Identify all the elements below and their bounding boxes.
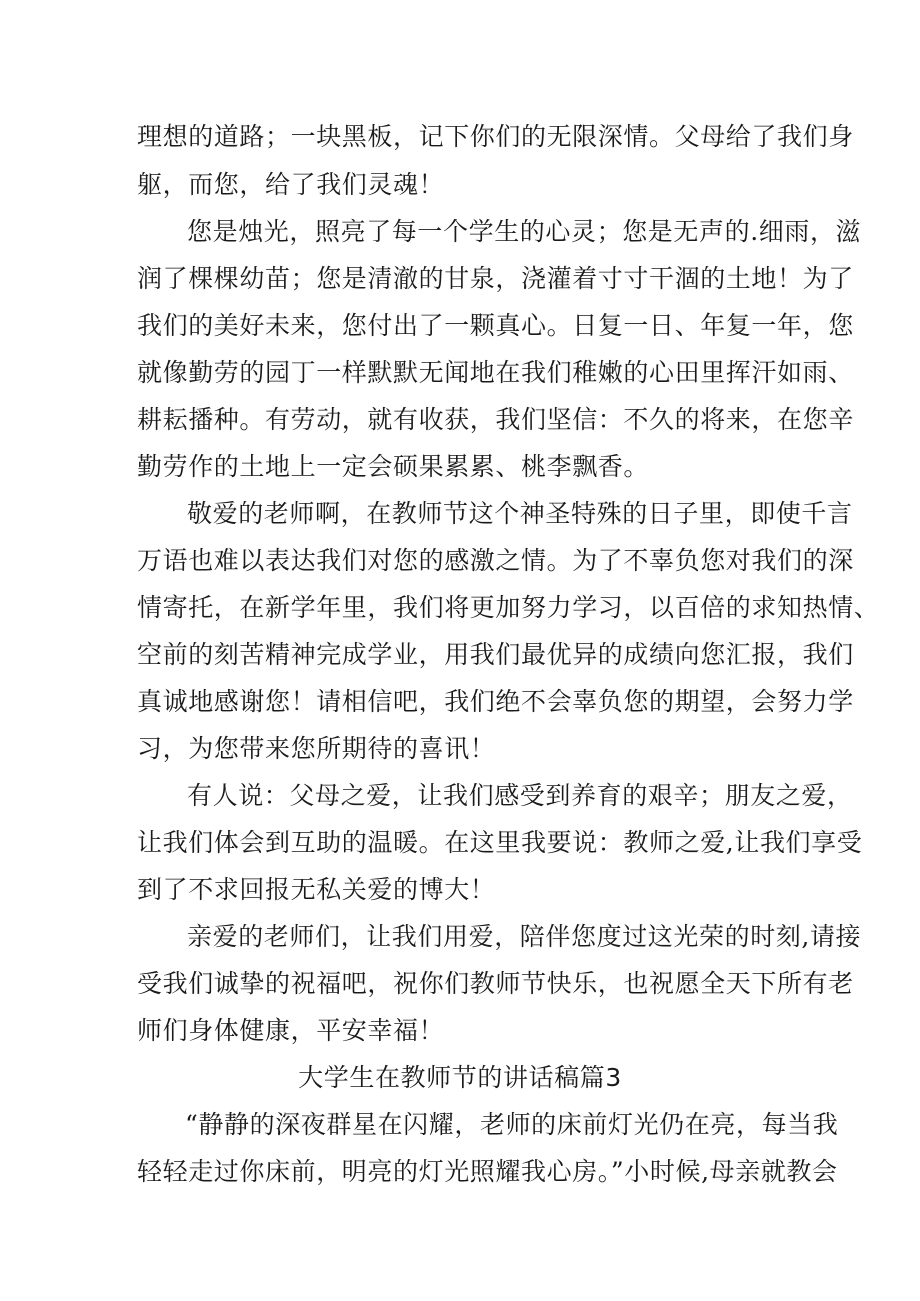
paragraph-2-line-6: 勤劳作的土地上一定会硕果累累、桃李飘香。: [137, 452, 650, 481]
paragraph-3-line-4: 空前的刻苦精神完成学业，用我们最优异的成绩向您汇报，我们: [137, 640, 854, 669]
paragraph-2-line-1: 您是烛光，照亮了每一个学生的心灵；您是无声的.细雨，滋: [187, 217, 862, 246]
paragraph-4-line-1: 有人说：父母之爱，让我们感受到养育的艰辛；朋友之爱，: [187, 781, 853, 810]
paragraph-2-line-2: 润了棵棵幼苗；您是清澈的甘泉，浇灌着寸寸干涸的土地！为了: [137, 264, 854, 293]
paragraph-1-line-1: 理想的道路；一块黑板，记下你们的无限深情。父母给了我们身: [137, 122, 854, 151]
paragraph-2-line-3: 我们的美好未来，您付出了一颗真心。日复一日、年复一年，您: [137, 311, 854, 340]
paragraph-3-line-1: 敬爱的老师啊，在教师节这个神圣特殊的日子里，即使千言: [187, 499, 853, 528]
paragraph-2-line-5: 耕耘播种。有劳动，就有收获，我们坚信：不久的将来，在您辛: [137, 405, 854, 434]
paragraph-6-line-1: “静静的深夜群星在闪耀，老师的床前灯光仍在亮，每当我: [185, 1110, 839, 1139]
paragraph-5-line-1: 亲爱的老师们，让我们用爱，陪伴您度过这光荣的时刻,请接: [187, 922, 862, 951]
paragraph-3-line-2: 万语也难以表达我们对您的感激之情。为了不辜负您对我们的深: [137, 546, 854, 575]
paragraph-3-line-6: 习，为您带来您所期待的喜讯！: [137, 734, 496, 763]
paragraph-4-line-3: 到了不求回报无私关爱的博大！: [137, 875, 496, 904]
paragraph-2-line-4: 就像勤劳的园丁一样默默无闻地在我们稚嫩的心田里挥汗如雨、: [137, 358, 854, 387]
paragraph-5-line-3: 师们身体健康，平安幸福！: [137, 1016, 445, 1045]
paragraph-5-line-2: 受我们诚挚的祝福吧，祝你们教师节快乐，也祝愿全天下所有老: [137, 969, 854, 998]
paragraph-6-line-2: 轻轻走过你床前，明亮的灯光照耀我心房。”小时候,母亲就教会: [137, 1157, 838, 1186]
paragraph-4-line-2: 让我们体会到互助的温暖。在这里我要说：教师之爱,让我们享受: [137, 828, 863, 857]
paragraph-3-line-5: 真诚地感谢您！请相信吧，我们绝不会辜负您的期望，会努力学: [137, 687, 854, 716]
section-heading: 大学生在教师节的讲话稿篇3: [298, 1063, 622, 1092]
paragraph-1-line-2: 躯，而您，给了我们灵魂！: [137, 170, 445, 199]
paragraph-3-line-3: 情寄托，在新学年里，我们将更加努力学习，以百倍的求知热情、: [137, 593, 880, 622]
